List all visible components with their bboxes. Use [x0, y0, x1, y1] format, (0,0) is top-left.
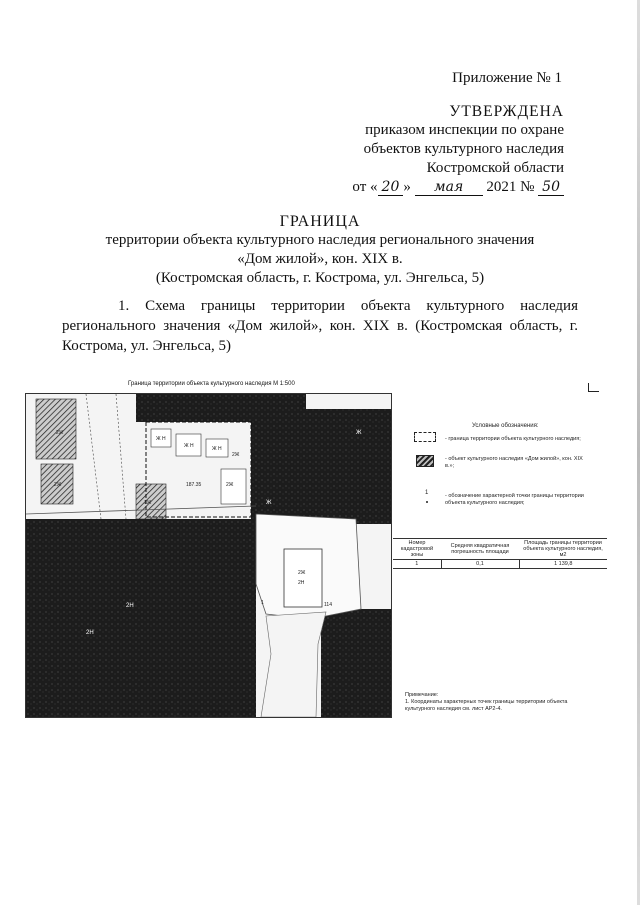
approved-line-2: объектов культурного наследия	[363, 141, 564, 157]
order-mid: »	[403, 179, 411, 195]
order-prefix: от «	[352, 179, 378, 195]
building-east	[284, 549, 322, 607]
order-year: 2021 №	[486, 179, 535, 195]
legend-point: - обозначение характерной точки границы территории объекта культурного наследия;	[445, 493, 584, 506]
table-header: Номер кадастровой зоны	[393, 539, 441, 560]
map-caption: Граница территории объекта культурного наследия М 1:500	[128, 381, 295, 387]
heritage-symbol	[416, 455, 434, 467]
note-title: Примечание:	[405, 692, 439, 698]
legend-point-number: 1	[425, 490, 429, 496]
building-1	[151, 429, 171, 447]
street-south	[261, 612, 326, 717]
map-label: Ж	[212, 446, 217, 452]
map-label: 2Ж	[232, 452, 240, 458]
map-label: Ж	[156, 436, 161, 442]
table-header-row	[393, 539, 607, 560]
dark-area-east	[251, 409, 391, 524]
scheme-paragraph: 1. Схема границы территории объекта культурного наследия регионального значения «Дом жилой», кон. XIX в. (Костромская область, г. Кострома, ул. Энгельса, 5)	[62, 298, 578, 354]
table-row	[393, 560, 607, 569]
map-label: 2Н	[126, 603, 134, 609]
map-label: Ж	[356, 430, 362, 436]
approved-title: УТВЕРЖДЕНА	[449, 103, 564, 120]
map-label: 1	[261, 600, 264, 606]
map-svg	[26, 394, 391, 717]
map-label: 2Ж	[226, 482, 234, 488]
dark-area-south	[26, 519, 256, 717]
boundary-symbol	[414, 432, 436, 442]
heading-line-1: территории объекта культурного наследия регионального значения	[105, 232, 535, 248]
approved-line-3: Костромской области	[426, 160, 564, 176]
table-cell: 1	[393, 560, 441, 569]
heading-line-3: (Костромская область, г. Кострома, ул. Энгельса, 5)	[155, 270, 485, 286]
building-4	[221, 469, 246, 504]
approval-block	[352, 102, 564, 197]
order-line	[352, 178, 564, 197]
table-cell: 1 139,8	[519, 560, 607, 569]
map-label: Ж	[266, 500, 272, 506]
map-label: 114	[324, 602, 332, 608]
map-label: 187.35	[186, 482, 202, 488]
map-label: Н	[162, 436, 166, 442]
map-label: Н	[190, 443, 194, 449]
table-cell: 0,1	[441, 560, 519, 569]
map-label: Ж	[184, 443, 189, 449]
map-label: 2Н	[298, 580, 305, 586]
legend-title: Условные обозначения:	[472, 423, 539, 429]
map-label: 1Ж	[144, 500, 152, 506]
building-3	[206, 439, 228, 457]
map-label: 2Н	[86, 630, 94, 636]
table-header: Средняя квадратичная погрешность площади	[441, 539, 519, 560]
order-month: мая	[415, 180, 483, 196]
point-symbol	[426, 501, 428, 503]
boundary-map	[25, 393, 392, 718]
document-heading	[60, 212, 580, 288]
heading-line-2: «Дом жилой», кон. XIX в.	[237, 251, 403, 267]
order-day: 20	[378, 180, 404, 196]
heading-main: ГРАНИЦА	[279, 213, 361, 230]
building-nw	[36, 399, 76, 459]
legend-boundary: - граница территории объекта культурного наследия;	[445, 436, 581, 442]
dark-area-southeast	[321, 609, 391, 717]
order-number: 50	[538, 180, 564, 196]
map-note	[405, 692, 595, 713]
note-text: 1. Координаты характерных точек границы территории объекта культурного наследия см. лист АР2-4.	[405, 699, 568, 712]
map-label: 2Ж	[298, 570, 306, 576]
area-table	[393, 538, 607, 569]
map-label: Н	[218, 446, 222, 452]
map-label: 2Ж	[56, 430, 64, 436]
appendix-label: Приложение № 1	[452, 70, 562, 86]
legend-heritage: - объект культурного наследия «Дом жилой», кон. XIX в.»;	[445, 456, 583, 469]
table-header: Площадь границы территории объекта культурного наследия, м2	[519, 539, 607, 560]
map-label: 2Ж	[54, 482, 62, 488]
approved-line-1: приказом инспекции по охране	[365, 122, 564, 138]
corner-mark	[588, 383, 599, 392]
